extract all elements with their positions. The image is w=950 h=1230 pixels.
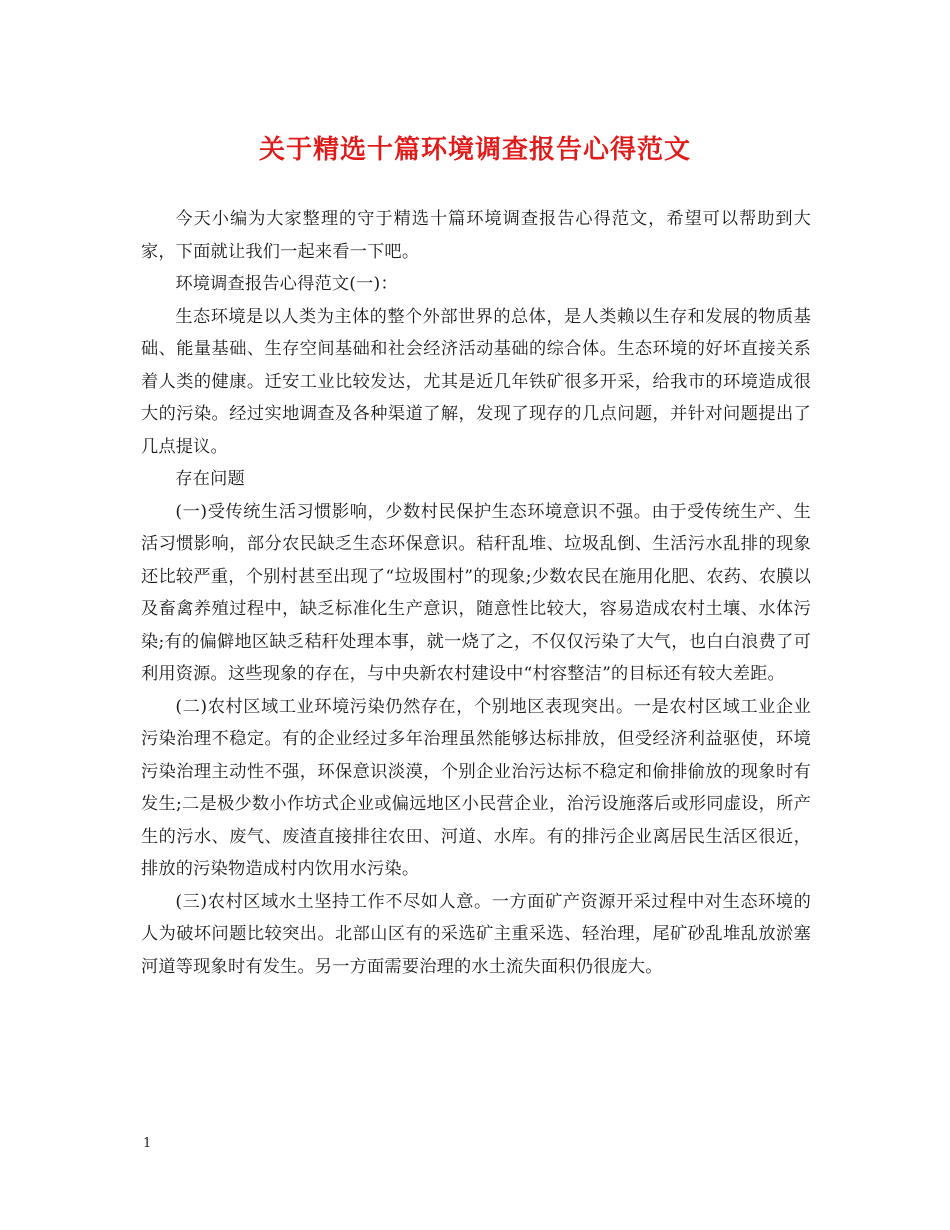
paragraph-problems-heading: 存在问题	[175, 469, 245, 489]
paragraph-problem-1: (一)受传统生活习惯影响，少数村民保护生态环境意识不强。由于受传统生产、生活习惯影响，部分农民缺乏生态环保意识。秸秆乱堆、垃圾乱倒、生活污水乱排的现象还比较严重，个别村甚至出现了“垃圾围村”的现象;少数农民在施用化肥、农药、农膜以及畜禽养殖过程中，缺乏标准化生产意识，随意性比较大，容易造成农村土壤、水体污染;有的偏僻地区缺乏秸秆处理本事，就一烧了之，不仅仅污染了大气，也白白浪费了可利用资源。这些现象的存在，与中央新农村建设中“村容整洁”的目标还有较大差距。	[141, 501, 811, 684]
document-body	[141, 203, 811, 983]
paragraph-ecology: 生态环境是以人类为主体的整个外部世界的总体，是人类赖以生存和发展的物质基础、能量基础、生存空间基础和社会经济活动基础的综合体。生态环境的好坏直接关系着人类的健康。迁安工业比较发达，尤其是近几年铁矿很多开采，给我市的环境造成很大的污染。经过实地调查及各种渠道了解，发现了现存的几点问题，并针对问题提出了几点提议。	[141, 306, 811, 457]
paragraph-section-heading: 环境调查报告心得范文(一)：	[175, 274, 398, 294]
document-title: 关于精选十篇环境调查报告心得范文	[258, 135, 691, 165]
paragraph-problem-2: (二)农村区域工业环境污染仍然存在，个别地区表现突出。一是农村区域工业企业污染治理不稳定。有的企业经过多年治理虽然能够达标排放，但受经济利益驱使，环境污染治理主动性不强，环保意识淡漠，个别企业治污达标不稳定和偷排偷放的现象时有发生;二是极少数小作坊式企业或偏远地区小民营企业，治污设施落后或形同虚设，所产生的污水、废气、废渣直接排往农田、河道、水库。有的排污企业离居民生活区很近，排放的污染物造成村内饮用水污染。	[141, 696, 811, 879]
paragraph-intro: 今天小编为大家整理的守于精选十篇环境调查报告心得范文，希望可以帮助到大家，下面就让我们一起来看一下吧。	[141, 209, 811, 262]
page-number: 1	[143, 1136, 152, 1151]
paragraph-problem-3: (三)农村区域水土坚持工作不尽如人意。一方面矿产资源开采过程中对生态环境的人为破坏问题比较突出。北部山区有的采选矿主重采选、轻治理，尾矿砂乱堆乱放淤塞河道等现象时有发生。另一方面需要治理的水土流失面积仍很庞大。	[141, 891, 811, 977]
